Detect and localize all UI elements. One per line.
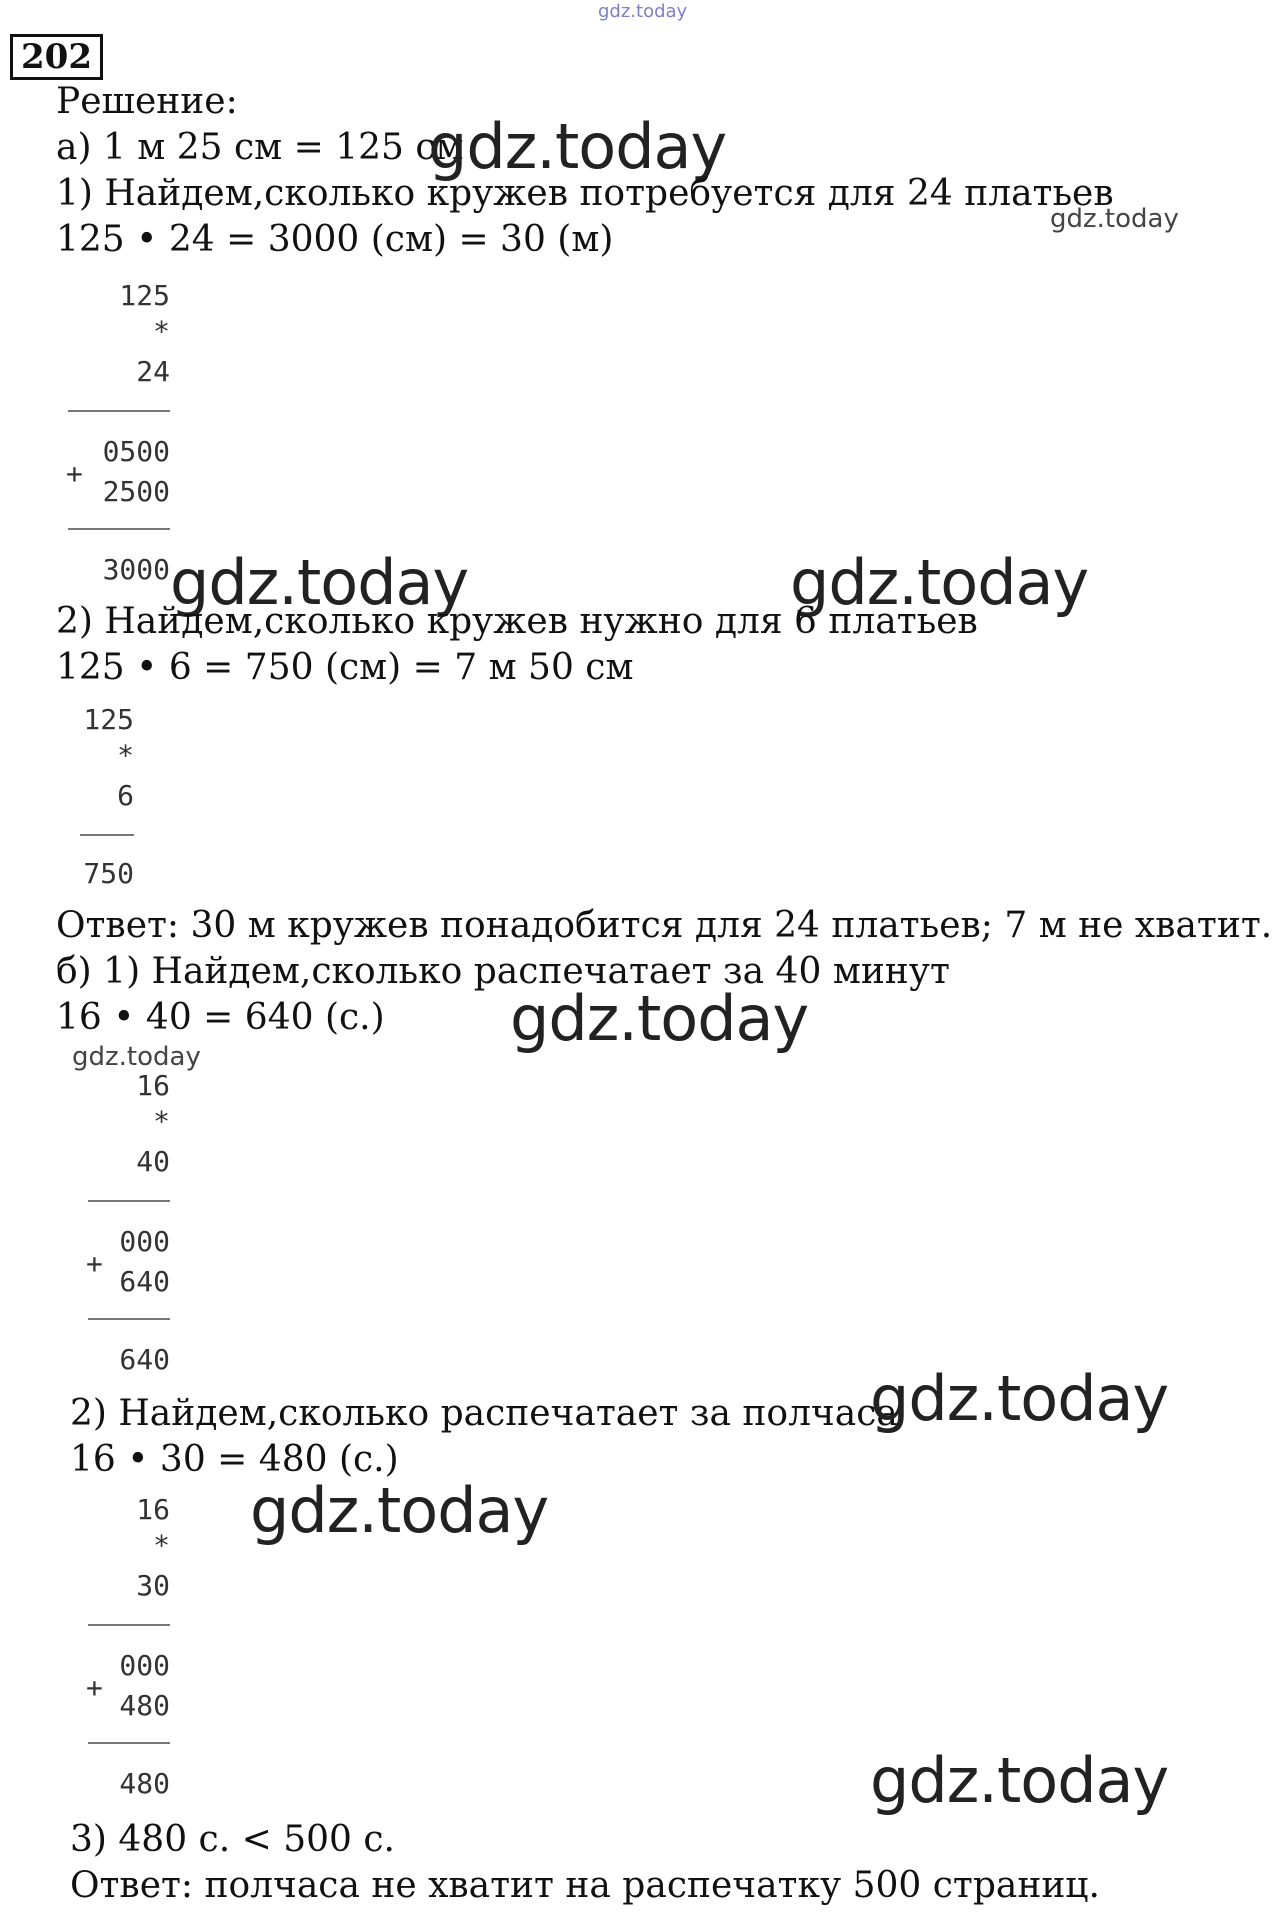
calc-b1-op: * (153, 1105, 170, 1138)
calc-b2-op: * (153, 1529, 170, 1562)
part-a-conversion: а) 1 м 25 см = 125 см (56, 127, 464, 168)
calc-a1-op: * (153, 315, 170, 348)
calc-b1-result: 640 (119, 1343, 170, 1376)
calc-a2-result: 750 (83, 857, 134, 890)
problem-number: 202 (10, 34, 103, 80)
calc-b2-multiplier: 30 (136, 1569, 170, 1602)
part-b-step2-expr: 16 • 30 = 480 (с.) (70, 1439, 399, 1480)
watermark-5: gdz.today (870, 1362, 1169, 1435)
watermark-4: gdz.today (510, 982, 809, 1055)
calc-a1-result: 3000 (102, 553, 170, 586)
part-a-step2-expr: 125 • 6 = 750 (см) = 7 м 50 см (56, 647, 634, 688)
watermark-small-1: gdz.today (1050, 204, 1179, 234)
part-a-answer: Ответ: 30 м кружев понадобится для 24 платьев; 7 м не хватит. (56, 905, 1273, 946)
calc-b2-partial1: 000 (119, 1649, 170, 1682)
calc-a2-multiplier: 6 (117, 779, 134, 812)
watermark-6: gdz.today (250, 1474, 549, 1547)
calc-b1-plus: + (86, 1247, 103, 1280)
calc-b2-plus: + (86, 1671, 103, 1704)
calc-b2-partial2: 480 (119, 1689, 170, 1722)
calc-b2-rule-1 (88, 1624, 170, 1626)
calc-a1-multiplier: 24 (136, 355, 170, 388)
calc-a2-op: * (117, 739, 134, 772)
calc-a1-rule-2 (68, 528, 170, 530)
calc-b1-rule-2 (88, 1318, 170, 1320)
calc-b1-multiplier: 40 (136, 1145, 170, 1178)
calc-a1-partial1: 0500 (102, 435, 170, 468)
calc-a2-rule (80, 834, 134, 836)
part-b-answer: Ответ: полчаса не хватит на распечатку 500 страниц. (70, 1865, 1100, 1906)
calc-b1-multiplicand: 16 (136, 1069, 170, 1102)
part-b-step1-expr: 16 • 40 = 640 (с.) (56, 997, 385, 1038)
calc-a1-plus: + (66, 457, 83, 490)
calc-b2-rule-2 (88, 1742, 170, 1744)
calc-b2-multiplicand: 16 (136, 1493, 170, 1526)
watermark-1: gdz.today (428, 110, 727, 183)
part-b-step2-title: 2) Найдем,сколько распечатает за полчаса (70, 1393, 898, 1434)
calc-a1-multiplicand: 125 (119, 279, 170, 312)
watermark-top: gdz.today (598, 1, 688, 22)
calc-a2-multiplicand: 125 (83, 703, 134, 736)
part-b-step3: 3) 480 с. < 500 с. (70, 1819, 395, 1860)
calc-b1-partial2: 640 (119, 1265, 170, 1298)
watermark-7: gdz.today (870, 1744, 1169, 1817)
part-a-step1-title: 1) Найдем,сколько кружев потребуется для 24 платьев (56, 173, 1114, 214)
calc-b2-result: 480 (119, 1767, 170, 1800)
part-a-step2-title: 2) Найдем,сколько кружев нужно для 6 платьев (56, 601, 978, 642)
watermark-3: gdz.today (790, 546, 1089, 619)
calc-b1-partial1: 000 (119, 1225, 170, 1258)
solution-heading: Решение: (56, 81, 238, 122)
calc-a1-partial2: 2500 (102, 475, 170, 508)
calc-b1-rule-1 (88, 1200, 170, 1202)
watermark-small-2: gdz.today (72, 1042, 201, 1072)
part-a-step1-expr: 125 • 24 = 3000 (см) = 30 (м) (56, 219, 614, 260)
watermark-2: gdz.today (170, 546, 469, 619)
part-b-step1-title: б) 1) Найдем,сколько распечатает за 40 минут (56, 951, 950, 992)
calc-a1-rule-1 (68, 410, 170, 412)
